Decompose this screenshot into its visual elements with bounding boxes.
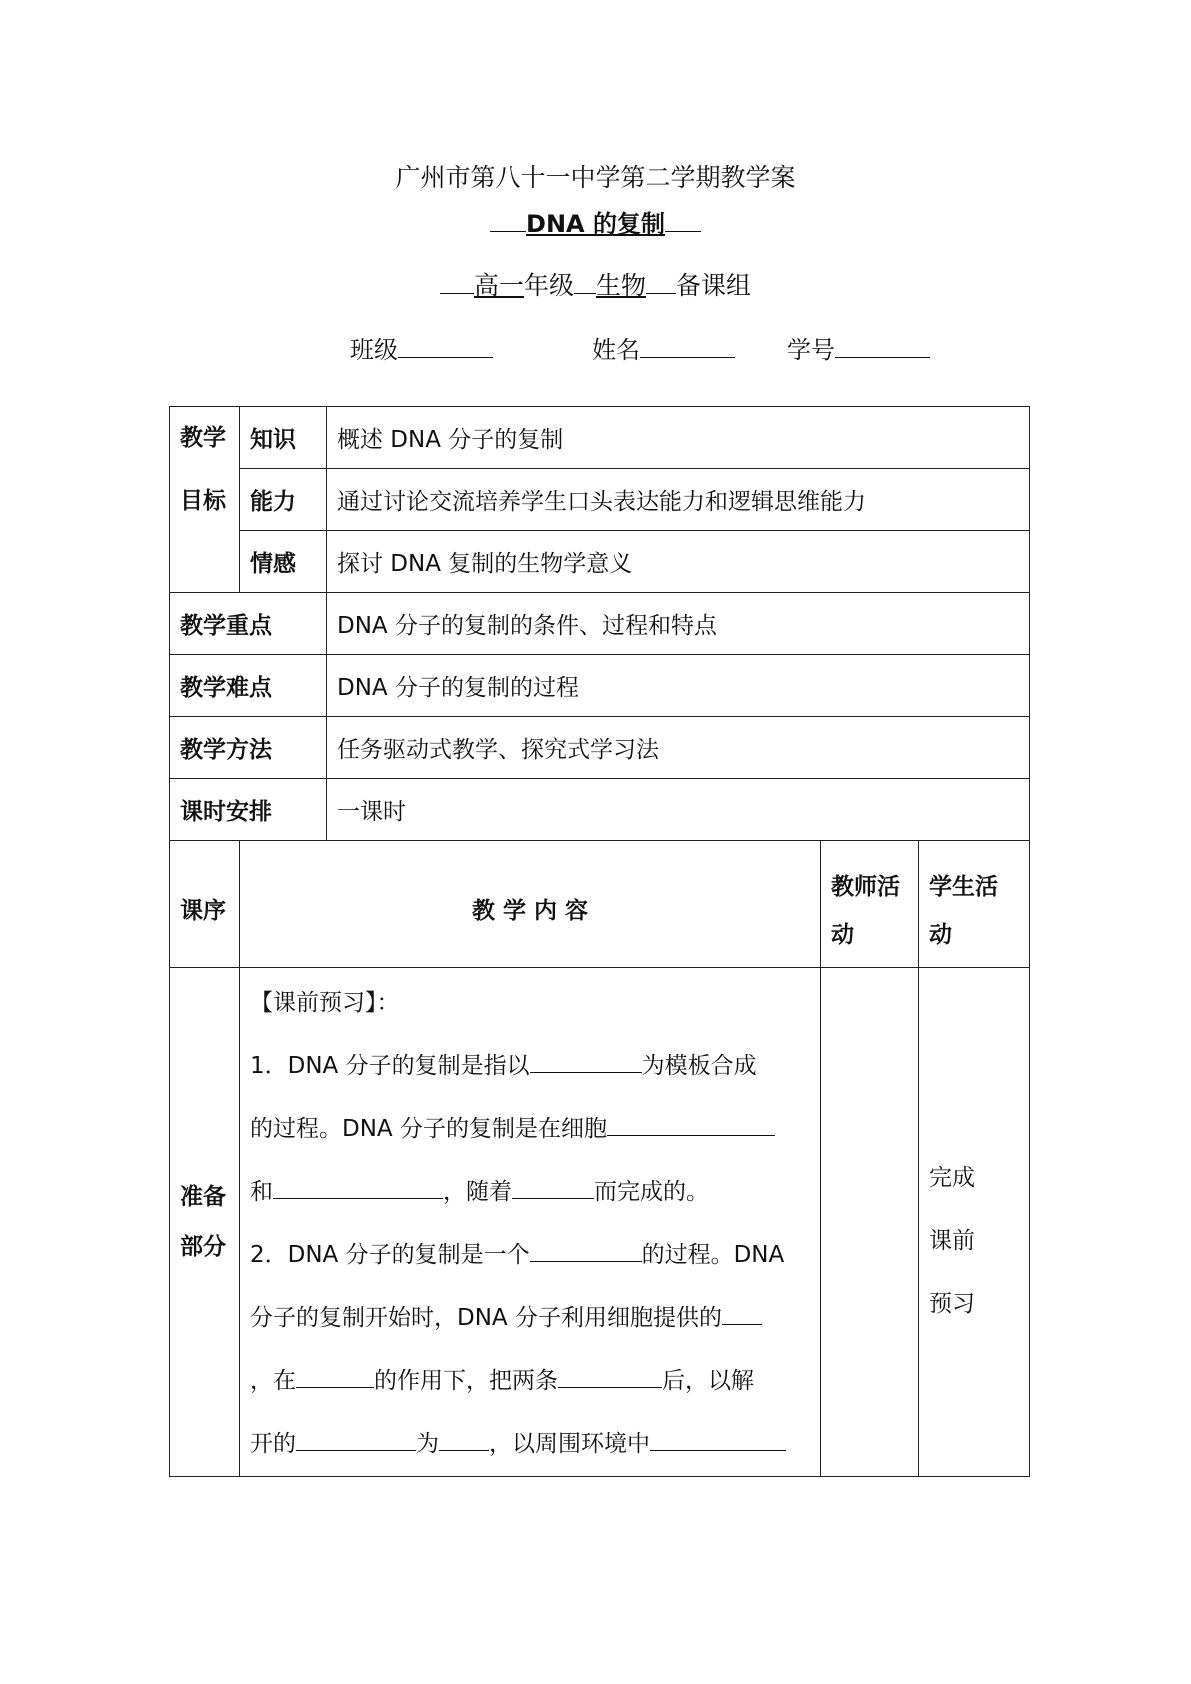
col-order-header: 课序 xyxy=(170,841,240,968)
grade-line xyxy=(0,266,1191,302)
class-label: 班级 xyxy=(350,336,398,364)
answer-blank[interactable] xyxy=(296,1430,416,1451)
grade-blank xyxy=(440,271,474,294)
student-info-line xyxy=(0,330,1191,364)
preview-content xyxy=(240,968,821,1477)
student-activity-line: 预习 xyxy=(929,1290,975,1317)
id-label: 学号 xyxy=(787,336,835,364)
title-blank-right xyxy=(665,209,701,232)
answer-blank[interactable] xyxy=(273,1178,443,1199)
answer-blank[interactable] xyxy=(558,1367,662,1388)
objective-text-emotion: 探讨 DNA 复制的生物学意义 xyxy=(327,531,1030,593)
answer-blank[interactable] xyxy=(722,1304,762,1325)
lesson-title xyxy=(0,204,1191,239)
info-row-schedule xyxy=(170,779,1030,841)
answer-blank[interactable] xyxy=(650,1430,786,1451)
question-2-line-2: 分子的复制开始时，DNA 分子利用细胞提供的 xyxy=(250,1287,810,1350)
column-header-row xyxy=(170,841,1030,968)
info-label: 教学重点 xyxy=(170,593,327,655)
question-2-line-3: ，在 的作用下，把两条 后，以解 xyxy=(250,1368,754,1394)
info-label: 教学难点 xyxy=(170,655,327,717)
question-1-line-2: 的过程。DNA 分子的复制是在细胞 xyxy=(250,1098,810,1161)
question-2-line-1: 2．DNA 分子的复制是一个 的过程。DNA xyxy=(250,1242,785,1268)
grade-suffix: 年级 xyxy=(523,271,574,300)
objective-type-emotion: 情感 xyxy=(240,531,327,593)
name-blank[interactable] xyxy=(640,335,735,358)
name-field[interactable] xyxy=(592,330,735,365)
answer-blank[interactable] xyxy=(439,1430,489,1451)
question-1-line-1: 1．DNA 分子的复制是指以 为模板合成 xyxy=(250,1053,757,1079)
info-row-difficulties xyxy=(170,655,1030,717)
question-2-line-4: 开的 为 ，以周围环境中 xyxy=(250,1413,810,1476)
info-text: 任务驱动式教学、探究式学习法 xyxy=(327,717,1030,779)
answer-blank[interactable] xyxy=(296,1367,374,1388)
col-teacher-header: 教师活 动 xyxy=(821,841,919,968)
info-text: DNA 分子的复制的条件、过程和特点 xyxy=(327,593,1030,655)
name-label: 姓名 xyxy=(592,336,640,364)
subject-blank-left xyxy=(574,271,596,294)
student-activity-line: 课前 xyxy=(929,1227,975,1254)
answer-blank[interactable] xyxy=(512,1178,594,1199)
answer-blank[interactable] xyxy=(530,1052,642,1073)
info-row-key-points xyxy=(170,593,1030,655)
col-content-header: 教 学 内 容 xyxy=(240,841,821,968)
preparation-row xyxy=(170,968,1030,1477)
info-label: 课时安排 xyxy=(170,779,327,841)
objective-row-ability xyxy=(170,469,1030,531)
section-label: 准备 部分 xyxy=(170,968,240,1477)
class-blank[interactable] xyxy=(398,335,493,358)
answer-blank[interactable] xyxy=(607,1115,775,1136)
objective-text-ability: 通过讨论交流培养学生口头表达能力和逻辑思维能力 xyxy=(327,469,1030,531)
teacher-activity-cell xyxy=(821,968,919,1477)
objective-type-ability: 能力 xyxy=(240,469,327,531)
info-label: 教学方法 xyxy=(170,717,327,779)
info-text: DNA 分子的复制的过程 xyxy=(327,655,1030,717)
title-blank-left xyxy=(490,209,526,232)
question-1-line-3: 和 ，随着 而完成的。 xyxy=(250,1179,709,1205)
class-field[interactable] xyxy=(350,330,493,365)
id-field[interactable] xyxy=(787,330,930,365)
col-student-header: 学生活 动 xyxy=(919,841,1030,968)
objective-row-emotion xyxy=(170,531,1030,593)
preview-heading: 【课前预习】： xyxy=(250,990,400,1016)
objective-type-knowledge: 知识 xyxy=(240,407,327,469)
lesson-title-text: DNA 的复制 xyxy=(526,210,665,238)
info-text: 一课时 xyxy=(327,779,1030,841)
objective-row-knowledge xyxy=(170,407,1030,469)
group-suffix: 备课组 xyxy=(676,271,752,300)
id-blank[interactable] xyxy=(835,335,930,358)
subject-blank-right xyxy=(646,271,676,294)
school-title: 广州市第八十一中学第二学期教学案 xyxy=(395,163,796,192)
subject-value: 生物 xyxy=(596,271,647,300)
info-row-methods xyxy=(170,717,1030,779)
answer-blank[interactable] xyxy=(530,1241,642,1262)
student-activity-line: 完成 xyxy=(929,1164,975,1191)
objectives-label: 教学 目标 xyxy=(170,407,240,593)
lesson-plan-table xyxy=(169,406,1030,1477)
student-activity-cell xyxy=(919,968,1030,1477)
objective-text-knowledge: 概述 DNA 分子的复制 xyxy=(327,407,1030,469)
grade-value: 高一 xyxy=(473,271,524,300)
